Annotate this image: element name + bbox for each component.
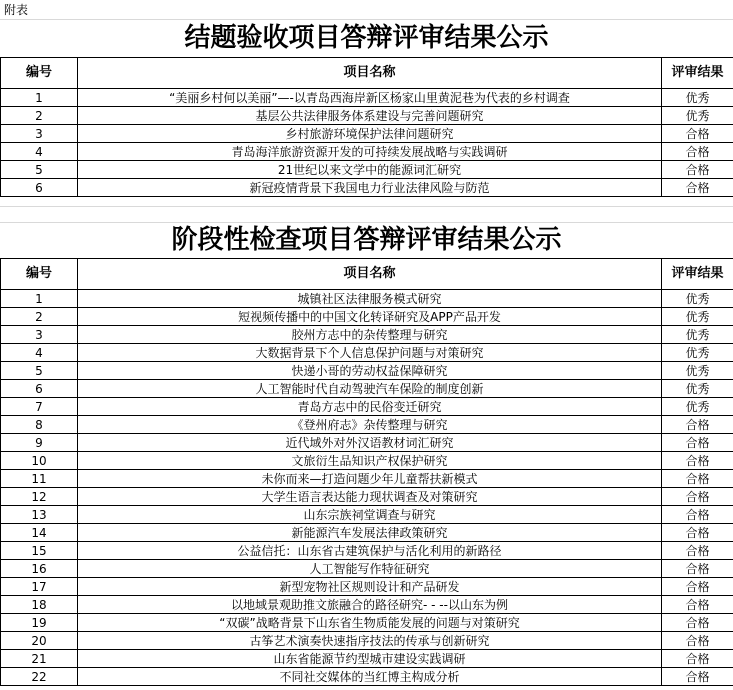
table-row xyxy=(1,89,733,107)
row-number: 2 xyxy=(1,107,78,125)
row-number: 5 xyxy=(1,161,78,179)
project-name: 古筝艺术演奏快速指序技法的传承与创新研究 xyxy=(78,632,662,650)
project-name: 胶州方志中的杂传整理与研究 xyxy=(78,326,662,344)
table-row xyxy=(1,362,733,380)
table-row xyxy=(1,470,733,488)
column-header-number: 编号 xyxy=(1,259,78,290)
column-header-number: 编号 xyxy=(1,58,78,89)
review-result: 优秀 xyxy=(662,326,733,344)
project-name: 不同社交媒体的当红博主构成分析 xyxy=(78,668,662,686)
project-name: 新能源汽车发展法律政策研究 xyxy=(78,524,662,542)
row-number: 14 xyxy=(1,524,78,542)
project-name: 以地域景观助推文旅融合的路径研究- - --以山东为例 xyxy=(78,596,662,614)
final-acceptance-results-table xyxy=(0,57,733,197)
section2-title: 阶段性检查项目答辩评审结果公示 xyxy=(171,225,562,255)
row-number: 19 xyxy=(1,614,78,632)
project-name: 快递小哥的劳动权益保障研究 xyxy=(78,362,662,380)
section1-title: 结题验收项目答辩评审结果公示 xyxy=(184,23,549,53)
review-result: 优秀 xyxy=(662,380,733,398)
project-name: 未你而来—打造问题少年儿童帮扶新模式 xyxy=(78,470,662,488)
table-row xyxy=(1,668,733,686)
review-result: 合格 xyxy=(662,560,733,578)
project-name: 《登州府志》杂传整理与研究 xyxy=(78,416,662,434)
row-number: 7 xyxy=(1,398,78,416)
table-row xyxy=(1,308,733,326)
table-row xyxy=(1,434,733,452)
review-result: 优秀 xyxy=(662,89,733,107)
table-row xyxy=(1,290,733,308)
table-row xyxy=(1,326,733,344)
row-number: 12 xyxy=(1,488,78,506)
review-result: 合格 xyxy=(662,125,733,143)
review-result: 优秀 xyxy=(662,308,733,326)
review-result: 优秀 xyxy=(662,290,733,308)
project-name: 公益信托：山东省古建筑保护与活化利用的新路径 xyxy=(78,542,662,560)
review-result: 合格 xyxy=(662,668,733,686)
table-row xyxy=(1,560,733,578)
row-number: 16 xyxy=(1,560,78,578)
row-number: 3 xyxy=(1,326,78,344)
table-row xyxy=(1,380,733,398)
project-name: 基层公共法律服务体系建设与完善问题研究 xyxy=(78,107,662,125)
project-name: 山东宗族祠堂调查与研究 xyxy=(78,506,662,524)
row-number: 9 xyxy=(1,434,78,452)
table-row xyxy=(1,632,733,650)
column-header-project-name: 项目名称 xyxy=(78,58,662,89)
review-result: 合格 xyxy=(662,524,733,542)
row-number: 6 xyxy=(1,179,78,197)
table-row xyxy=(1,416,733,434)
project-name: 短视频传播中的中国文化转译研究及APP产品开发 xyxy=(78,308,662,326)
review-result: 合格 xyxy=(662,179,733,197)
row-number: 22 xyxy=(1,668,78,686)
row-number: 4 xyxy=(1,344,78,362)
table-row xyxy=(1,596,733,614)
row-number: 8 xyxy=(1,416,78,434)
column-header-result: 评审结果 xyxy=(662,259,733,290)
project-name: 大学生语言表达能力现状调查及对策研究 xyxy=(78,488,662,506)
review-result: 优秀 xyxy=(662,362,733,380)
review-result: 合格 xyxy=(662,161,733,179)
table-row xyxy=(1,344,733,362)
project-name: 城镇社区法律服务模式研究 xyxy=(78,290,662,308)
review-result: 合格 xyxy=(662,470,733,488)
table-row xyxy=(1,650,733,668)
table-row xyxy=(1,488,733,506)
review-result: 合格 xyxy=(662,143,733,161)
empty-row-divider xyxy=(0,206,733,207)
stage-check-results-table xyxy=(0,258,733,686)
row-number: 5 xyxy=(1,362,78,380)
row-number: 3 xyxy=(1,125,78,143)
review-result: 合格 xyxy=(662,416,733,434)
column-header-result: 评审结果 xyxy=(662,58,733,89)
project-name: 近代域外对外汉语教材词汇研究 xyxy=(78,434,662,452)
table-row xyxy=(1,542,733,560)
table-row xyxy=(1,524,733,542)
row-number: 18 xyxy=(1,596,78,614)
row-number: 6 xyxy=(1,380,78,398)
project-name: 青岛方志中的民俗变迁研究 xyxy=(78,398,662,416)
project-name: 21世纪以来文学中的能源词汇研究 xyxy=(78,161,662,179)
table-row xyxy=(1,506,733,524)
row-number: 13 xyxy=(1,506,78,524)
review-result: 合格 xyxy=(662,434,733,452)
row-number: 4 xyxy=(1,143,78,161)
row-number: 11 xyxy=(1,470,78,488)
review-result: 合格 xyxy=(662,488,733,506)
table-row xyxy=(1,452,733,470)
review-result: 优秀 xyxy=(662,398,733,416)
column-header-project-name: 项目名称 xyxy=(78,259,662,290)
row-number: 10 xyxy=(1,452,78,470)
table-row xyxy=(1,107,733,125)
row-number: 1 xyxy=(1,89,78,107)
table-row xyxy=(1,578,733,596)
review-result: 优秀 xyxy=(662,344,733,362)
table-row xyxy=(1,125,733,143)
review-result: 合格 xyxy=(662,650,733,668)
review-result: 合格 xyxy=(662,542,733,560)
review-result: 优秀 xyxy=(662,107,733,125)
row-number: 20 xyxy=(1,632,78,650)
sheet-caption: 附表 xyxy=(4,3,29,17)
review-result: 合格 xyxy=(662,614,733,632)
table-row xyxy=(1,398,733,416)
project-name: “美丽乡村何以美丽”—-以青岛西海岸新区杨家山里黄泥巷为代表的乡村调查 xyxy=(78,89,662,107)
row-number: 1 xyxy=(1,290,78,308)
project-name: 文旅衍生品知识产权保护研究 xyxy=(78,452,662,470)
table-row xyxy=(1,179,733,197)
project-name: 人工智能写作特征研究 xyxy=(78,560,662,578)
review-result: 合格 xyxy=(662,452,733,470)
table-row xyxy=(1,161,733,179)
row-number: 17 xyxy=(1,578,78,596)
table-header-row xyxy=(1,58,733,89)
review-result: 合格 xyxy=(662,596,733,614)
project-name: 新冠疫情背景下我国电力行业法律风险与防范 xyxy=(78,179,662,197)
table-header-row xyxy=(1,259,733,290)
review-result: 合格 xyxy=(662,506,733,524)
project-name: 人工智能时代自动驾驶汽车保险的制度创新 xyxy=(78,380,662,398)
table-row xyxy=(1,614,733,632)
review-result: 合格 xyxy=(662,578,733,596)
row-number: 15 xyxy=(1,542,78,560)
project-name: 青岛海洋旅游资源开发的可持续发展战略与实践调研 xyxy=(78,143,662,161)
review-result: 合格 xyxy=(662,632,733,650)
table-row xyxy=(1,143,733,161)
project-name: 大数据背景下个人信息保护问题与对策研究 xyxy=(78,344,662,362)
project-name: 新型宠物社区规则设计和产品研发 xyxy=(78,578,662,596)
row-number: 21 xyxy=(1,650,78,668)
row-number: 2 xyxy=(1,308,78,326)
project-name: 山东省能源节约型城市建设实践调研 xyxy=(78,650,662,668)
project-name: 乡村旅游环境保护法律问题研究 xyxy=(78,125,662,143)
project-name: “双碳”战略背景下山东省生物质能发展的问题与对策研究 xyxy=(78,614,662,632)
